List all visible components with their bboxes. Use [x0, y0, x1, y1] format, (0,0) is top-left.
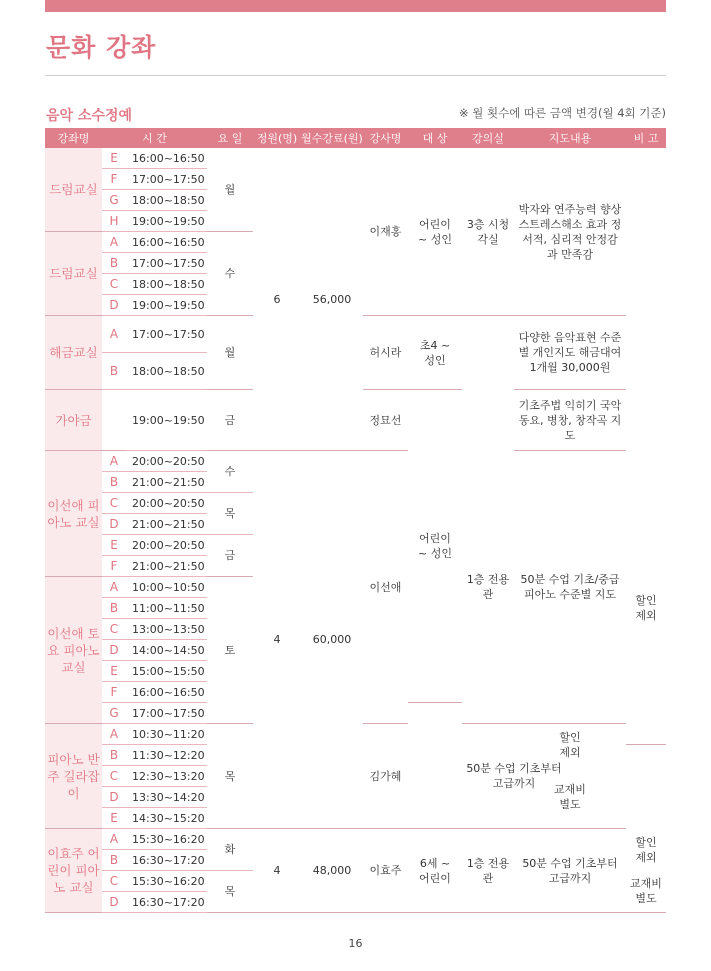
- room: [462, 316, 514, 451]
- class-day: 금: [207, 535, 253, 577]
- class-code: E: [102, 661, 126, 682]
- header-cell: 강사명: [363, 128, 408, 148]
- class-time: 20:00~20:50: [126, 451, 207, 472]
- class-day: 수: [207, 451, 253, 493]
- fee-note: ※ 월 횟수에 따른 금액 변경(월 4회 기준): [458, 106, 666, 120]
- table-row: [45, 829, 666, 850]
- class-code: A: [102, 451, 126, 472]
- class-code: E: [102, 148, 126, 169]
- target: [408, 316, 462, 390]
- room: [462, 148, 514, 316]
- class-time: 19:00~19:50: [126, 390, 207, 451]
- remark-text: 할인 제외: [559, 730, 581, 759]
- class-code: E: [102, 808, 126, 829]
- header-cell: 지도내용: [514, 128, 626, 148]
- class-day: 수: [207, 232, 253, 316]
- class-code: B: [102, 598, 126, 619]
- target: [408, 148, 462, 316]
- remark: [626, 472, 666, 745]
- class-code: D: [102, 892, 126, 913]
- class-time: 18:00~18:50: [126, 190, 207, 211]
- teacher: 이선애: [363, 451, 408, 724]
- remark: [626, 829, 666, 871]
- teacher: 이재홍: [363, 148, 408, 316]
- class-code: B: [102, 353, 126, 390]
- class-time: 21:00~21:50: [126, 556, 207, 577]
- content-text: 박자와 연주능력 향상 스트레스해소 효과 정서적, 심리적 안정감과 만족감: [518, 202, 622, 261]
- room: [408, 724, 462, 829]
- class-code: C: [102, 493, 126, 514]
- class-day: 화: [207, 829, 253, 871]
- table-row: [45, 451, 666, 472]
- class-code: C: [102, 871, 126, 892]
- target-text: 어린이 ~ 성인: [418, 217, 452, 246]
- class-code: D: [102, 640, 126, 661]
- remark-text: 교재비 별도: [554, 782, 586, 811]
- capacity: 4: [253, 451, 301, 829]
- teacher: 김가혜: [363, 724, 408, 829]
- class-time: 21:00~21:50: [126, 472, 207, 493]
- class-time: 19:00~19:50: [126, 295, 207, 316]
- course-name: 피아노 반주 길라잡이: [45, 724, 102, 829]
- class-day: 목: [207, 724, 253, 829]
- content: [514, 316, 626, 390]
- class-code: F: [102, 169, 126, 190]
- class-code: A: [102, 724, 126, 745]
- header-cell: 시 간: [102, 128, 207, 148]
- content-text: 기초주법 익히기 국악동요, 병창, 창작곡 지도: [518, 398, 622, 442]
- class-code: H: [102, 211, 126, 232]
- class-time: 17:00~17:50: [126, 169, 207, 190]
- class-code: B: [102, 472, 126, 493]
- class-code: D: [102, 514, 126, 535]
- header-cell: 월수강료(원): [301, 128, 363, 148]
- class-code: F: [102, 682, 126, 703]
- class-time: 10:00~10:50: [126, 577, 207, 598]
- course-name: 해금교실: [45, 316, 102, 390]
- class-day: 월: [207, 316, 253, 390]
- class-time: 16:30~17:20: [126, 850, 207, 871]
- schedule-table: [45, 128, 666, 913]
- content: [462, 724, 562, 829]
- class-time: 12:30~13:20: [126, 766, 207, 787]
- header-cell: 정원(명): [253, 128, 301, 148]
- top-accent-bar: [45, 0, 666, 12]
- class-time: 16:00~16:50: [126, 148, 207, 169]
- class-code: A: [102, 316, 126, 353]
- course-name: 이효주 어린이 피아노 교실: [45, 829, 102, 913]
- remark: [626, 148, 666, 472]
- remark-text: 할인 제외: [635, 835, 657, 864]
- class-time: 18:00~18:50: [126, 353, 207, 390]
- class-time: 20:00~20:50: [126, 535, 207, 556]
- class-time: 13:00~13:50: [126, 619, 207, 640]
- class-time: 14:30~15:20: [126, 808, 207, 829]
- course-name: 드럼교실: [45, 148, 102, 232]
- table-row: [45, 148, 666, 169]
- class-time: 20:00~20:50: [126, 493, 207, 514]
- class-time: 19:00~19:50: [126, 211, 207, 232]
- class-time: 15:00~15:50: [126, 661, 207, 682]
- teacher: 허시라: [363, 316, 408, 390]
- course-name: 이선애 피아노 교실: [45, 451, 102, 577]
- capacity: 6: [253, 148, 301, 451]
- class-time: 15:30~16:20: [126, 829, 207, 850]
- class-time: 13:30~14:20: [126, 787, 207, 808]
- class-time: 21:00~21:50: [126, 514, 207, 535]
- header-cell: 강의실: [462, 128, 514, 148]
- teacher: 이효주: [363, 829, 408, 913]
- content: [514, 451, 626, 724]
- class-code: B: [102, 745, 126, 766]
- class-code: C: [102, 766, 126, 787]
- header-cell: 요 일: [207, 128, 253, 148]
- class-code: A: [102, 577, 126, 598]
- content: [514, 829, 626, 913]
- course-name: 이선애 토요 피아노 교실: [45, 577, 102, 724]
- class-time: 18:00~18:50: [126, 274, 207, 295]
- class-code: G: [102, 703, 126, 724]
- monthly-fee: 48,000: [301, 829, 363, 913]
- class-time: 14:00~14:50: [126, 640, 207, 661]
- section-title: 음악 소수정예: [46, 108, 133, 124]
- class-day: 목: [207, 493, 253, 535]
- header-cell: 비 고: [626, 128, 666, 148]
- teacher: 정묘선: [363, 390, 408, 451]
- class-day: 목: [207, 871, 253, 913]
- class-code: B: [102, 253, 126, 274]
- class-code: D: [102, 787, 126, 808]
- class-code: F: [102, 556, 126, 577]
- remark-text: 교재비 별도: [630, 877, 662, 906]
- remark: [626, 871, 666, 913]
- class-time: 16:00~16:50: [126, 682, 207, 703]
- capacity: 4: [253, 829, 301, 913]
- remark-text: 할인 제외: [635, 593, 657, 622]
- room-text: 1층 전용관: [466, 856, 510, 885]
- class-code: [102, 390, 126, 451]
- content-text: 50분 수업 기초/중급피아노 수준별 지도: [520, 573, 620, 601]
- class-day: 월: [207, 148, 253, 232]
- page-title: 문화 강좌: [46, 33, 157, 62]
- title-divider: [45, 75, 666, 76]
- content: [514, 390, 626, 451]
- class-code: E: [102, 535, 126, 556]
- class-time: 10:30~11:20: [126, 724, 207, 745]
- class-code: B: [102, 850, 126, 871]
- class-code: C: [102, 274, 126, 295]
- target-text: 어린이 ~ 성인: [418, 532, 452, 560]
- content-text: 다양한 음악표현 수준별 개인지도 해금대여 1개월 30,000원: [518, 331, 622, 374]
- content: [514, 148, 626, 316]
- header-row: [45, 128, 666, 148]
- content-text: 50분 수업 기초부터 고급까지: [466, 762, 562, 790]
- header-cell: 강좌명: [45, 128, 102, 148]
- class-time: 16:00~16:50: [126, 232, 207, 253]
- class-code: A: [102, 829, 126, 850]
- class-time: 16:30~17:20: [126, 892, 207, 913]
- class-code: A: [102, 232, 126, 253]
- class-time: 11:30~12:20: [126, 745, 207, 766]
- class-time: 17:00~17:50: [126, 253, 207, 274]
- monthly-fee: 56,000: [301, 148, 363, 451]
- class-time: 11:00~11:50: [126, 598, 207, 619]
- class-time: 17:00~17:50: [126, 703, 207, 724]
- class-time: 15:30~16:20: [126, 871, 207, 892]
- class-code: G: [102, 190, 126, 211]
- class-time: 17:00~17:50: [126, 316, 207, 353]
- room: [462, 451, 514, 724]
- remark: [514, 724, 626, 766]
- monthly-fee: 60,000: [301, 451, 363, 829]
- target-text: 초4 ~ 성인: [419, 338, 451, 367]
- target: [408, 829, 462, 913]
- course-name: 드럼교실: [45, 232, 102, 316]
- class-code: D: [102, 295, 126, 316]
- room-text: 1층 전용관: [466, 572, 510, 601]
- class-day: 토: [207, 577, 253, 724]
- header-cell: 대 상: [408, 128, 462, 148]
- content-text: 50분 수업 기초부터 고급까지: [522, 856, 618, 885]
- class-day: 금: [207, 390, 253, 451]
- class-code: C: [102, 619, 126, 640]
- target-text: 6세 ~ 어린이: [419, 856, 451, 885]
- room: [462, 829, 514, 913]
- room-text: 3층 시청각실: [466, 217, 510, 246]
- page-number: 16: [348, 937, 363, 950]
- target: [408, 390, 462, 703]
- course-name: 가야금: [45, 390, 102, 451]
